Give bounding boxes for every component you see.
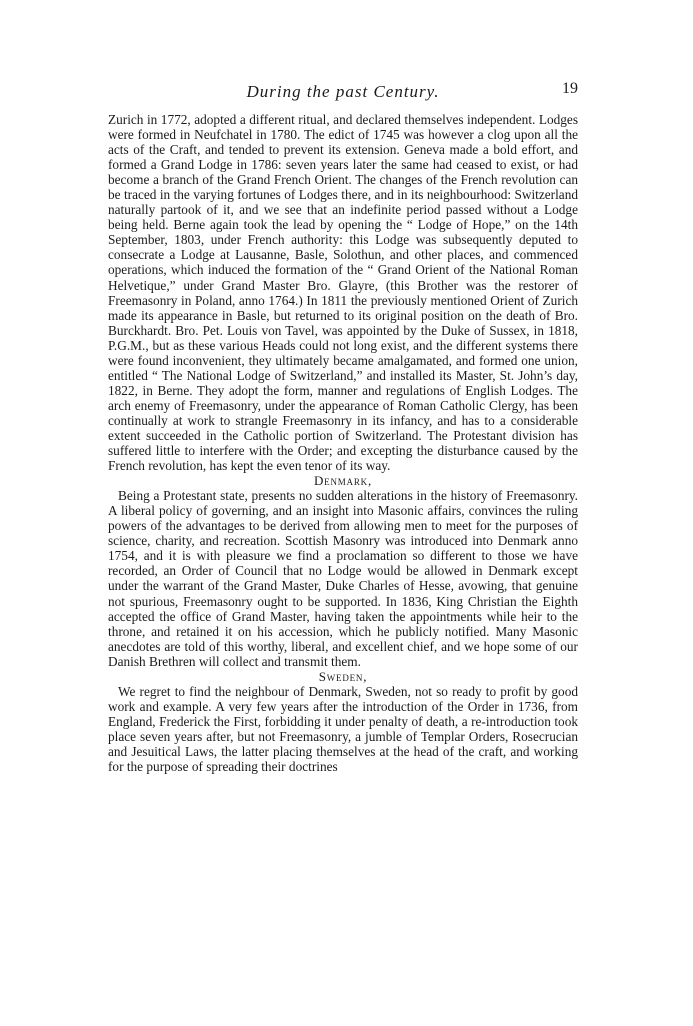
page-body [108, 112, 578, 774]
page-number: 19 [562, 80, 578, 97]
running-title: During the past Century. [246, 82, 440, 101]
page-header [108, 80, 578, 104]
paragraph-switzerland: Zurich in 1772, adopted a different ritual, and declared themselves independent. Lodges were formed in Neufchatel in 1780. The edict of 1745 was however a clog upon all the acts of the Craft, and tended to prevent its extension. Geneva made a bold effort, and formed a Grand Lodge in 1786: seven years later the same had ceased to exist, or had become a branch of the Grand French Orient. The changes of the French revolution can be traced in the varying fortunes of Lodges there, and in its neighbourhood: Switzerland naturally partook of it, and we see that an indefinite period passed without a Lodge being held. Berne again took the lead by opening the “ Lodge of Hope,” on the 14th September, 1803, under French authority: this Lodge was subsequently deputed to consecrate a Lodge at Lausanne, Basle, Solothun, and other places, and commenced operations, which induced the formation of the “ Grand Orient of the National Roman Helvetique,” under Grand Master Bro. Glayre, (this Brother was the restorer of Freemasonry in Poland, anno 1764.) In 1811 the previously mentioned Orient of Zurich made its appearance in Basle, but returned to its original position on the death of Bro. Burckhardt. Bro. Pet. Louis von Tavel, was appointed by the Duke of Sussex, in 1818, P.G.M., but as these various Heads could not long exist, and the different systems there were found inconvenient, they ultimately became amalgamated, and formed one union, entitled “ The National Lodge of Switzerland,” and installed its Master, St. John’s day, 1822, in Berne. They adopt the form, manner and regulations of English Lodges. The arch enemy of Freemasonry, under the appearance of Roman Catholic Clergy, has been continually at work to strangle Freemasonry in its infancy, and has to a considerable extent succeeded in the Catholic portion of Switzerland. The Protestant division has suffered little to interfere with the Order; and excepting the disturbance caused by the French revolution, has kept the even tenor of its way. [108, 112, 578, 474]
section-title-denmark: Denmark, [313, 473, 373, 489]
paragraph-sweden: We regret to find the neighbour of Denmark, Sweden, not so ready to profit by good work and example. A very few years after the introduction of the Order in 1736, from England, Frederick the First, forbidding it under penalty of death, a re-introduction took place seven years after, but not Freemasonry, a jumble of Templar Orders, Rosecrucian and Jesuitical Laws, the latter placing themselves at the head of the craft, and working for the purpose of spreading their doctrines [108, 683, 578, 775]
section-title-sweden: Sweden, [318, 668, 368, 684]
paragraph-denmark: Being a Protestant state, presents no sudden alterations in the history of Freemasonry. A liberal policy of governing, and an insight into Masonic affairs, convinces the ruling powers of the advantages to be derived from allowing men to meet for the purposes of science, charity, and recreation. Scottish Masonry was introduced into Denmark anno 1754, and it is with pleasure we find a proclamation so different to those we have recorded, an Order of Council that no Lodge would be allowed in Denmark except under the warrant of the Grand Master, Duke Charles of Hesse, avowing, that genuine not spurious, Freemasonry ought to be supported. In 1836, King Christian the Eighth accepted the office of Grand Master, having taken the appointments while heir to the throne, and retained it on his accession, which he publicly notified. Many Masonic anecdotes are told of this worthy, liberal, and excellent chief, and we hope some of our Danish Brethren will collect and transmit them. [108, 488, 578, 669]
